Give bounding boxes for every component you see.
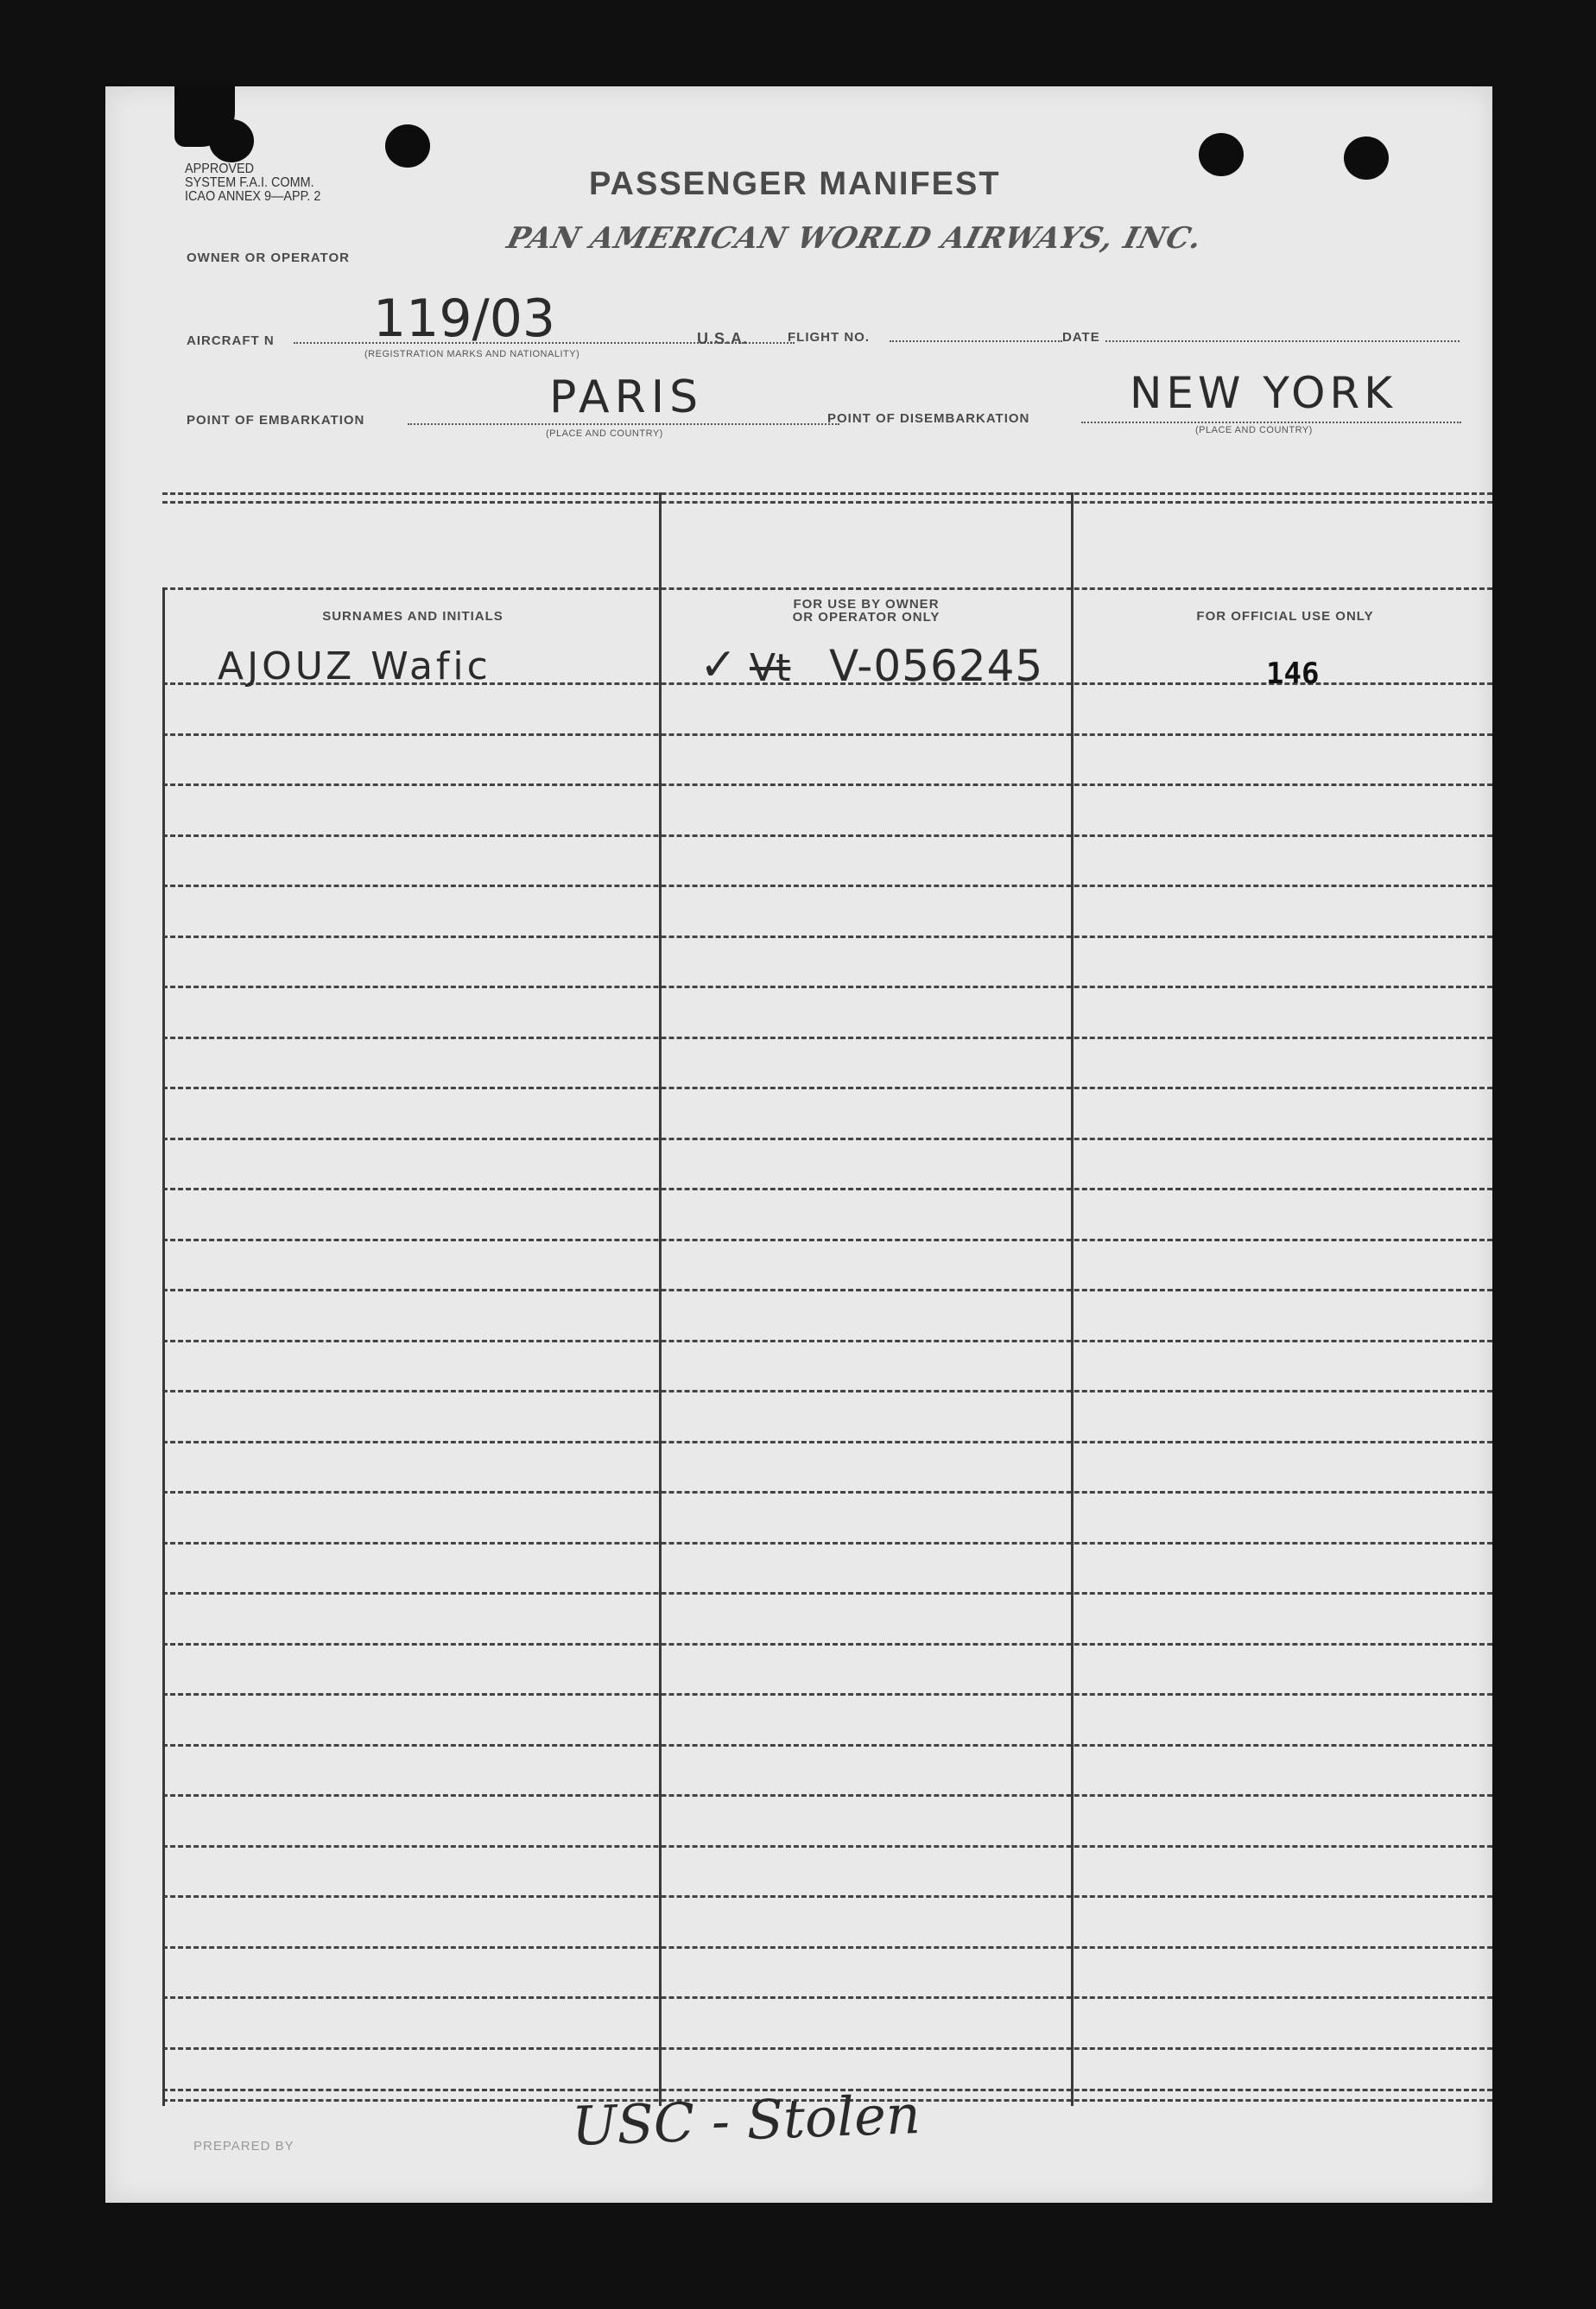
punch-hole	[385, 124, 430, 168]
table-rule	[162, 1188, 1492, 1190]
table-rule	[162, 1794, 1492, 1797]
disembark-sub: (PLACE AND COUNTRY)	[1195, 425, 1313, 435]
owner-value: PAN AMERICAN WORLD AIRWAYS, INC.	[504, 221, 1206, 256]
embark-label: POINT OF EMBARKATION	[187, 413, 365, 428]
table-rule	[162, 1845, 1492, 1848]
table-rule	[162, 501, 1492, 504]
table-rule	[162, 783, 1492, 786]
punch-hole	[1199, 133, 1244, 176]
flight-label: FLIGHT NO.	[788, 330, 870, 345]
column-divider	[1071, 492, 1074, 2106]
table-rule	[162, 1693, 1492, 1696]
table-rule	[162, 1542, 1492, 1545]
table-rule	[162, 1643, 1492, 1646]
table-rule	[162, 2047, 1492, 2050]
struck-entry: Vt	[750, 646, 791, 690]
page-title: PASSENGER MANIFEST	[589, 166, 1001, 202]
aircraft-sub: (REGISTRATION MARKS AND NATIONALITY)	[364, 349, 580, 359]
visa-number: V-056245	[829, 641, 1044, 691]
col-owner-header-line: OR OPERATOR ONLY	[792, 610, 940, 625]
table-rule	[162, 492, 1492, 495]
table-rule	[162, 1138, 1492, 1140]
date-label: DATE	[1062, 330, 1100, 345]
nationality: U.S.A.	[697, 330, 749, 347]
date-line	[1105, 340, 1460, 342]
approval-line: ICAO ANNEX 9—APP. 2	[185, 189, 321, 204]
disembark-line	[1081, 422, 1461, 423]
table-rule	[162, 885, 1492, 887]
table-rule	[162, 1895, 1492, 1898]
table-rule	[162, 1744, 1492, 1747]
table-rule	[162, 986, 1492, 988]
embark-value: PARIS	[549, 371, 704, 423]
approval-line: SYSTEM F.A.I. COMM.	[185, 175, 314, 190]
table-rule	[162, 1996, 1492, 1999]
passenger-name: AJOUZ Wafic	[218, 644, 491, 688]
col-surnames-header: SURNAMES AND INITIALS	[322, 609, 504, 624]
embark-line	[408, 423, 839, 425]
table-rule	[162, 1087, 1492, 1089]
manifest-table	[162, 492, 1492, 2106]
flight-line	[890, 340, 1062, 342]
owner-label: OWNER OR OPERATOR	[187, 251, 350, 265]
table-rule	[162, 1592, 1492, 1595]
table-rule	[162, 1289, 1492, 1291]
table-rule	[162, 1239, 1492, 1241]
table-rule	[162, 733, 1492, 736]
approval-line: APPROVED	[185, 162, 255, 176]
col-official-header: FOR OFFICIAL USE ONLY	[1196, 609, 1374, 624]
aircraft-value: 119/03	[373, 289, 556, 349]
punch-hole	[1344, 136, 1389, 180]
prepared-by-label: PREPARED BY	[193, 2139, 294, 2154]
disembark-value: NEW YORK	[1130, 368, 1397, 418]
approval-note	[185, 162, 320, 204]
col-owner-header	[681, 598, 1052, 624]
table-rule	[162, 1946, 1492, 1949]
signature: USC - Stolen	[570, 2082, 922, 2159]
table-rule	[162, 1441, 1492, 1443]
punch-hole	[209, 119, 254, 162]
stamp-number: 146	[1266, 657, 1320, 691]
aircraft-label: AIRCRAFT N	[187, 333, 275, 348]
table-rule	[162, 936, 1492, 938]
table-rule	[162, 1491, 1492, 1494]
table-rule	[162, 1340, 1492, 1342]
table-rule	[162, 834, 1492, 837]
manifest-page	[105, 86, 1492, 2203]
table-rule	[162, 1037, 1492, 1039]
table-rule	[162, 1390, 1492, 1392]
column-divider	[659, 492, 662, 2106]
col-owner-header-line: FOR USE BY OWNER	[793, 597, 940, 612]
table-rule	[162, 587, 1492, 590]
check-mark: ✓	[700, 639, 738, 691]
embark-sub: (PLACE AND COUNTRY)	[546, 428, 663, 439]
disembark-label: POINT OF DISEMBARKATION	[827, 411, 1030, 426]
table-border-left	[162, 587, 165, 2106]
